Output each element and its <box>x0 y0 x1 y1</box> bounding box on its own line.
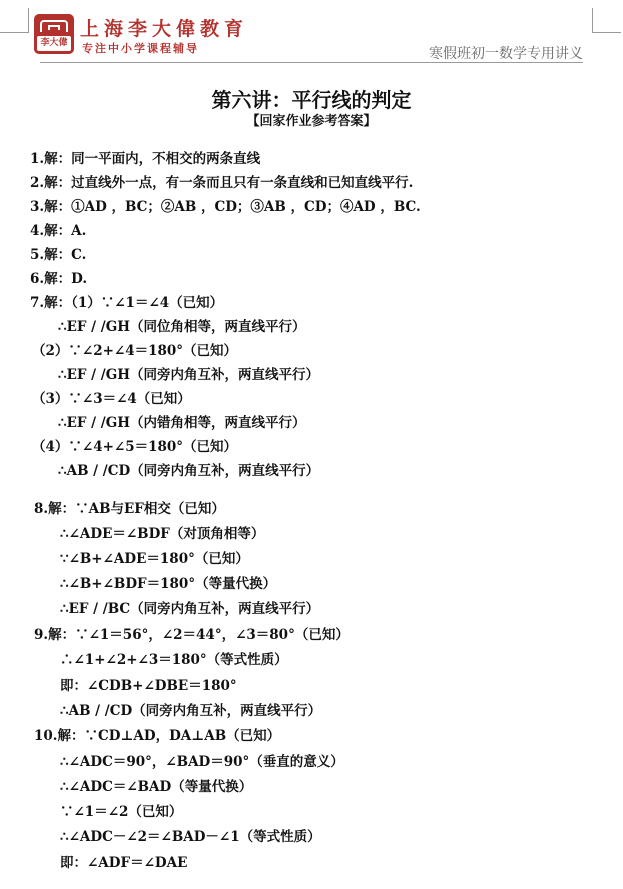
logo-roof-icon <box>40 20 68 32</box>
answer-line <box>60 778 252 796</box>
answer-label: 7.解： <box>30 295 72 311</box>
logo-seal-text: 李大偉 <box>37 36 71 51</box>
answer-text: 即：∠CDB+∠DBE＝180° <box>60 678 237 694</box>
answer-line <box>60 753 344 771</box>
answer-line <box>60 550 249 568</box>
answer-text: （4）∵∠4+∠5＝180°（已知） <box>32 439 238 455</box>
answer-line <box>34 626 349 644</box>
answer-line <box>30 222 86 240</box>
answer-line <box>32 438 237 456</box>
answer-text: ∴∠ADC－∠2＝∠BAD－∠1（等式性质） <box>60 829 321 845</box>
answer-line <box>30 150 260 168</box>
answer-label: 5.解： <box>30 247 72 263</box>
answer-line <box>34 500 225 518</box>
answer-line <box>60 854 187 872</box>
answer-line <box>32 390 191 408</box>
brand-name: 上海李大偉教育 <box>80 18 249 40</box>
crop-mark-top-left <box>0 8 29 33</box>
answer-text: D. <box>71 271 88 287</box>
answer-text: 过直线外一点，有一条而且只有一条直线和已知直线平行. <box>71 175 414 191</box>
answer-text: ∴EF / /BC（同旁内角互补，两直线平行） <box>60 601 320 617</box>
brand-logo <box>34 14 74 54</box>
answer-text: ∴∠1+∠2+∠3＝180°（等式性质） <box>60 652 288 668</box>
answer-text: （2）∵∠2+∠4＝180°（已知） <box>32 343 238 359</box>
answer-line <box>60 525 264 543</box>
answer-line <box>34 727 280 745</box>
answer-text: 即：∠ADF＝∠DAE <box>60 855 188 871</box>
answer-line <box>32 342 237 360</box>
answer-text: ∴AB / /CD（同旁内角互补，两直线平行） <box>60 703 322 719</box>
page-title: 第六讲：平行线的判定 <box>211 88 412 112</box>
answer-text: ∵∠1＝56°，∠2＝44°，∠3＝80°（已知） <box>75 627 349 643</box>
answer-text: ∵∠B+∠ADE＝180°（已知） <box>60 551 249 567</box>
answer-text: ∵AB与EF相交（已知） <box>75 501 225 517</box>
answer-line <box>30 174 413 192</box>
answer-line <box>60 828 321 846</box>
answer-text: ∴AB / /CD（同旁内角互补，两直线平行） <box>58 463 320 479</box>
answer-line <box>58 462 319 480</box>
answer-text: ∴EF / /GH（内错角相等，两直线平行） <box>58 415 306 431</box>
header-divider <box>40 62 583 63</box>
answer-text: A. <box>71 223 87 239</box>
answer-line <box>58 414 306 432</box>
answer-text: （1）∵∠1＝∠4（已知） <box>71 295 224 311</box>
answer-text: ∴∠B+∠BDF＝180°（等量代换） <box>60 576 277 592</box>
answer-line <box>60 803 182 821</box>
answer-text: ∴∠ADE＝∠BDF（对顶角相等） <box>60 526 265 542</box>
answer-text: 同一平面内，不相交的两条直线 <box>71 151 261 167</box>
answer-line <box>60 702 321 720</box>
answer-label: 8.解： <box>34 501 76 517</box>
answer-text: ①AD ，BC；②AB ，CD；③AB ，CD；④AD ，BC. <box>71 199 421 215</box>
answer-label: 1.解： <box>30 151 72 167</box>
answer-text: ∵∠1＝∠2（已知） <box>60 804 183 820</box>
answer-line <box>58 366 319 384</box>
brand-slogan: 专注中小学课程辅导 <box>82 42 199 55</box>
answer-line <box>30 294 223 312</box>
answer-text: ∴∠ADC＝90°，∠BAD＝90°（垂直的意义） <box>60 754 344 770</box>
crop-mark-top-right <box>592 8 621 33</box>
answer-label: 2.解： <box>30 175 72 191</box>
page-subtitle: 【回家作业参考答案】 <box>246 114 377 129</box>
answer-text: ∵CD⊥AD，DA⊥AB（已知） <box>84 728 281 744</box>
answer-label: 9.解： <box>34 627 76 643</box>
answer-text: ∴∠ADC＝∠BAD（等量代换） <box>60 779 253 795</box>
answer-text: （3）∵∠3＝∠4（已知） <box>32 391 191 407</box>
answer-label: 4.解： <box>30 223 72 239</box>
answer-line <box>60 677 237 695</box>
answer-label: 10.解： <box>34 728 85 744</box>
answer-line <box>30 246 86 264</box>
answer-label: 3.解： <box>30 199 72 215</box>
answer-line <box>30 270 87 288</box>
header-course-label: 寒假班初一数学专用讲义 <box>429 46 583 62</box>
answer-text: ∴EF / /GH（同旁内角互补，两直线平行） <box>58 367 320 383</box>
answer-line <box>60 600 319 618</box>
answer-text: C. <box>71 247 87 263</box>
answer-text: ∴EF / /GH（同位角相等，两直线平行） <box>58 319 306 335</box>
answer-line <box>58 318 306 336</box>
answer-line <box>60 651 288 669</box>
answer-label: 6.解： <box>30 271 72 287</box>
answer-line <box>60 575 276 593</box>
answer-line <box>30 198 421 216</box>
